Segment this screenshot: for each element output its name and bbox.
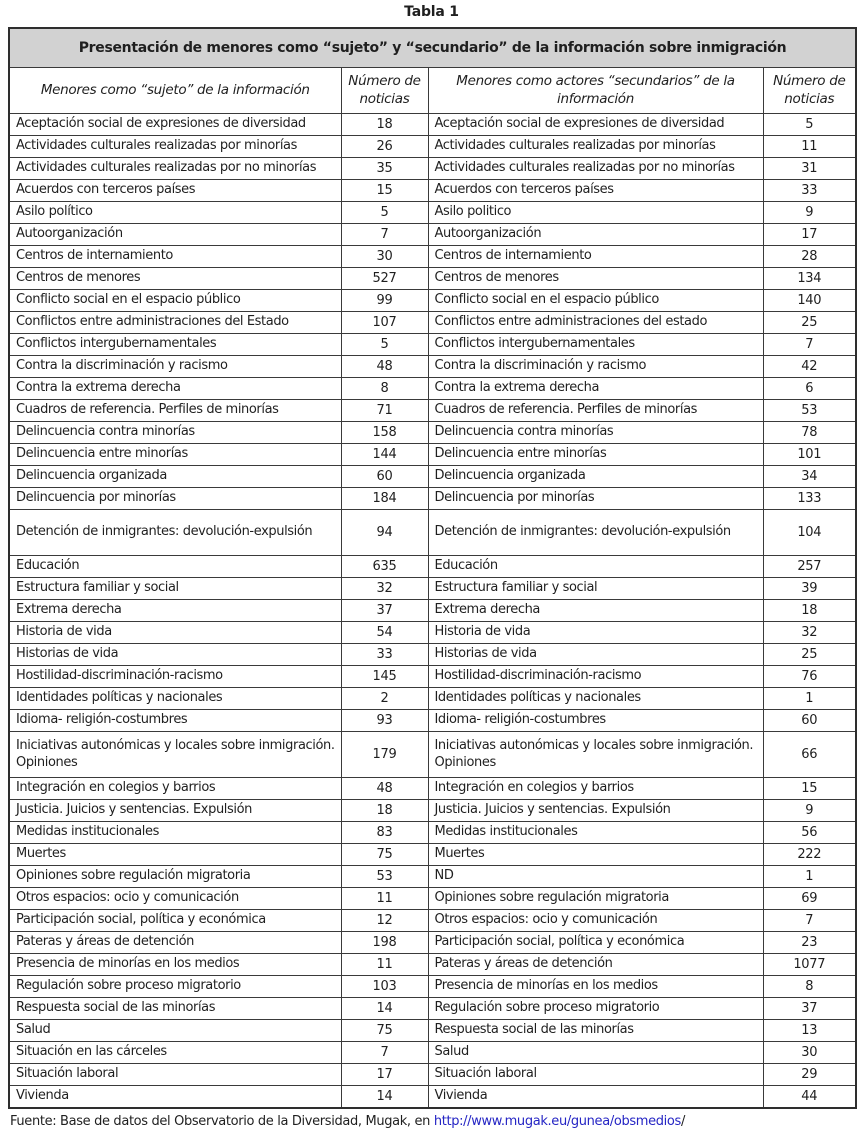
subject-count-cell: 26 bbox=[341, 136, 428, 158]
subject-topic-cell: Presencia de minorías en los medios bbox=[9, 954, 341, 976]
subject-count-cell: 18 bbox=[341, 114, 428, 136]
secondary-count-cell: 17 bbox=[763, 224, 856, 246]
secondary-count-cell: 9 bbox=[763, 800, 856, 822]
secondary-count-cell: 76 bbox=[763, 666, 856, 688]
secondary-count-cell: 7 bbox=[763, 910, 856, 932]
secondary-topic-cell: Extrema derecha bbox=[428, 600, 763, 622]
subject-topic-cell: Participación social, política y económica bbox=[9, 910, 341, 932]
table-row bbox=[9, 444, 856, 466]
table-title-row bbox=[9, 28, 856, 68]
table-row bbox=[9, 578, 856, 600]
subject-topic-cell: Historia de vida bbox=[9, 622, 341, 644]
secondary-count-cell: 7 bbox=[763, 334, 856, 356]
subject-topic-cell: Historias de vida bbox=[9, 644, 341, 666]
secondary-topic-cell: Centros de internamiento bbox=[428, 246, 763, 268]
secondary-count-cell: 222 bbox=[763, 844, 856, 866]
secondary-count-cell: 44 bbox=[763, 1086, 856, 1108]
table-row bbox=[9, 290, 856, 312]
secondary-topic-cell: Justicia. Juicios y sentencias. Expulsión bbox=[428, 800, 763, 822]
secondary-topic-cell: Integración en colegios y barrios bbox=[428, 778, 763, 800]
table-body bbox=[9, 114, 856, 1108]
subject-topic-cell: Otros espacios: ocio y comunicación bbox=[9, 888, 341, 910]
source-note bbox=[10, 1114, 863, 1129]
table-row bbox=[9, 822, 856, 844]
secondary-topic-cell: Conflicto social en el espacio público bbox=[428, 290, 763, 312]
subject-topic-cell: Conflictos entre administraciones del Estado bbox=[9, 312, 341, 334]
subject-count-cell: 8 bbox=[341, 378, 428, 400]
secondary-topic-cell: Detención de inmigrantes: devolución-expulsión bbox=[428, 510, 763, 556]
secondary-topic-cell: Historias de vida bbox=[428, 644, 763, 666]
secondary-count-cell: 32 bbox=[763, 622, 856, 644]
immigration-topics-table bbox=[8, 27, 857, 1109]
subject-count-cell: 15 bbox=[341, 180, 428, 202]
secondary-count-cell: 37 bbox=[763, 998, 856, 1020]
secondary-count-cell: 104 bbox=[763, 510, 856, 556]
table-row bbox=[9, 1086, 856, 1108]
subject-count-cell: 145 bbox=[341, 666, 428, 688]
secondary-topic-cell: Situación laboral bbox=[428, 1064, 763, 1086]
secondary-topic-cell: Respuesta social de las minorías bbox=[428, 1020, 763, 1042]
subject-topic-cell: Delincuencia organizada bbox=[9, 466, 341, 488]
subject-count-cell: 54 bbox=[341, 622, 428, 644]
secondary-topic-cell: Contra la discriminación y racismo bbox=[428, 356, 763, 378]
subject-count-cell: 53 bbox=[341, 866, 428, 888]
subject-count-cell: 18 bbox=[341, 800, 428, 822]
secondary-topic-cell: Acuerdos con terceros países bbox=[428, 180, 763, 202]
secondary-topic-cell: ND bbox=[428, 866, 763, 888]
table-row bbox=[9, 910, 856, 932]
subject-count-cell: 12 bbox=[341, 910, 428, 932]
secondary-count-cell: 134 bbox=[763, 268, 856, 290]
secondary-topic-cell: Iniciativas autonómicas y locales sobre inmigración. Opiniones bbox=[428, 732, 763, 778]
subject-topic-cell: Educación bbox=[9, 556, 341, 578]
subject-topic-cell: Pateras y áreas de detención bbox=[9, 932, 341, 954]
secondary-count-cell: 69 bbox=[763, 888, 856, 910]
secondary-count-cell: 23 bbox=[763, 932, 856, 954]
subject-topic-cell: Cuadros de referencia. Perfiles de minorías bbox=[9, 400, 341, 422]
subject-count-cell: 184 bbox=[341, 488, 428, 510]
secondary-topic-cell: Asilo politico bbox=[428, 202, 763, 224]
table-row bbox=[9, 998, 856, 1020]
secondary-count-cell: 25 bbox=[763, 312, 856, 334]
table-row bbox=[9, 488, 856, 510]
table-header-row bbox=[9, 68, 856, 114]
subject-count-cell: 99 bbox=[341, 290, 428, 312]
table-row bbox=[9, 954, 856, 976]
secondary-count-cell: 18 bbox=[763, 600, 856, 622]
subject-count-cell: 93 bbox=[341, 710, 428, 732]
subject-topic-cell: Delincuencia contra minorías bbox=[9, 422, 341, 444]
secondary-topic-cell: Delincuencia organizada bbox=[428, 466, 763, 488]
secondary-topic-cell: Delincuencia entre minorías bbox=[428, 444, 763, 466]
secondary-topic-cell: Autoorganización bbox=[428, 224, 763, 246]
subject-count-cell: 527 bbox=[341, 268, 428, 290]
table-row bbox=[9, 202, 856, 224]
subject-count-cell: 11 bbox=[341, 954, 428, 976]
subject-count-cell: 179 bbox=[341, 732, 428, 778]
subject-count-cell: 83 bbox=[341, 822, 428, 844]
subject-topic-cell: Centros de menores bbox=[9, 268, 341, 290]
table-row bbox=[9, 1020, 856, 1042]
subject-count-cell: 2 bbox=[341, 688, 428, 710]
subject-topic-cell: Situación en las cárceles bbox=[9, 1042, 341, 1064]
subject-count-cell: 32 bbox=[341, 578, 428, 600]
secondary-count-cell: 1 bbox=[763, 866, 856, 888]
table-row bbox=[9, 114, 856, 136]
table-row bbox=[9, 644, 856, 666]
secondary-count-cell: 11 bbox=[763, 136, 856, 158]
subject-topic-cell: Regulación sobre proceso migratorio bbox=[9, 976, 341, 998]
subject-count-cell: 48 bbox=[341, 356, 428, 378]
secondary-count-cell: 60 bbox=[763, 710, 856, 732]
secondary-count-cell: 30 bbox=[763, 1042, 856, 1064]
secondary-topic-cell: Muertes bbox=[428, 844, 763, 866]
secondary-topic-cell: Delincuencia por minorías bbox=[428, 488, 763, 510]
subject-topic-cell: Medidas institucionales bbox=[9, 822, 341, 844]
secondary-topic-cell: Actividades culturales realizadas por minorías bbox=[428, 136, 763, 158]
secondary-count-cell: 31 bbox=[763, 158, 856, 180]
secondary-count-cell: 15 bbox=[763, 778, 856, 800]
secondary-count-cell: 1077 bbox=[763, 954, 856, 976]
source-note-suffix: / bbox=[680, 1113, 685, 1129]
source-note-text: Fuente: Base de datos del Observatorio de la Diversidad, Mugak, en bbox=[10, 1113, 434, 1129]
subject-topic-cell: Respuesta social de las minorías bbox=[9, 998, 341, 1020]
subject-topic-cell: Estructura familiar y social bbox=[9, 578, 341, 600]
subject-topic-cell: Conflicto social en el espacio público bbox=[9, 290, 341, 312]
subject-topic-cell: Opiniones sobre regulación migratoria bbox=[9, 866, 341, 888]
table-row bbox=[9, 600, 856, 622]
table-row bbox=[9, 1042, 856, 1064]
table-row bbox=[9, 1064, 856, 1086]
secondary-topic-cell: Pateras y áreas de detención bbox=[428, 954, 763, 976]
subject-count-cell: 37 bbox=[341, 600, 428, 622]
secondary-topic-cell: Actividades culturales realizadas por no minorías bbox=[428, 158, 763, 180]
secondary-topic-cell: Centros de menores bbox=[428, 268, 763, 290]
subject-topic-cell: Acuerdos con terceros países bbox=[9, 180, 341, 202]
subject-count-cell: 5 bbox=[341, 202, 428, 224]
subject-count-cell: 33 bbox=[341, 644, 428, 666]
subject-topic-cell: Vivienda bbox=[9, 1086, 341, 1108]
table-row bbox=[9, 224, 856, 246]
table-title: Presentación de menores como “sujeto” y “secundario” de la información sobre inmigración bbox=[9, 28, 856, 68]
subject-topic-cell: Actividades culturales realizadas por no minorías bbox=[9, 158, 341, 180]
secondary-topic-cell: Opiniones sobre regulación migratoria bbox=[428, 888, 763, 910]
secondary-count-cell: 28 bbox=[763, 246, 856, 268]
subject-topic-cell: Contra la extrema derecha bbox=[9, 378, 341, 400]
table-row bbox=[9, 158, 856, 180]
table-row bbox=[9, 180, 856, 202]
table-row bbox=[9, 778, 856, 800]
subject-count-cell: 48 bbox=[341, 778, 428, 800]
secondary-topic-cell: Medidas institucionales bbox=[428, 822, 763, 844]
col-header-subject-count: Número de noticias bbox=[341, 68, 428, 114]
subject-count-cell: 5 bbox=[341, 334, 428, 356]
table-row bbox=[9, 422, 856, 444]
table-row bbox=[9, 976, 856, 998]
secondary-count-cell: 9 bbox=[763, 202, 856, 224]
table-row bbox=[9, 688, 856, 710]
secondary-topic-cell: Otros espacios: ocio y comunicación bbox=[428, 910, 763, 932]
table-row bbox=[9, 622, 856, 644]
secondary-count-cell: 133 bbox=[763, 488, 856, 510]
table-row bbox=[9, 334, 856, 356]
subject-count-cell: 144 bbox=[341, 444, 428, 466]
subject-count-cell: 7 bbox=[341, 224, 428, 246]
col-header-secondary: Menores como actores “secundarios” de la información bbox=[428, 68, 763, 114]
subject-topic-cell: Iniciativas autonómicas y locales sobre inmigración. Opiniones bbox=[9, 732, 341, 778]
subject-topic-cell: Muertes bbox=[9, 844, 341, 866]
secondary-count-cell: 101 bbox=[763, 444, 856, 466]
secondary-topic-cell: Estructura familiar y social bbox=[428, 578, 763, 600]
subject-count-cell: 94 bbox=[341, 510, 428, 556]
secondary-topic-cell: Idioma- religión-costumbres bbox=[428, 710, 763, 732]
secondary-count-cell: 56 bbox=[763, 822, 856, 844]
table-row bbox=[9, 710, 856, 732]
subject-topic-cell: Identidades políticas y nacionales bbox=[9, 688, 341, 710]
secondary-count-cell: 5 bbox=[763, 114, 856, 136]
subject-topic-cell: Asilo político bbox=[9, 202, 341, 224]
secondary-count-cell: 78 bbox=[763, 422, 856, 444]
secondary-count-cell: 53 bbox=[763, 400, 856, 422]
subject-topic-cell: Contra la discriminación y racismo bbox=[9, 356, 341, 378]
subject-count-cell: 7 bbox=[341, 1042, 428, 1064]
subject-topic-cell: Hostilidad-discriminación-racismo bbox=[9, 666, 341, 688]
col-header-secondary-count: Número de noticias bbox=[763, 68, 856, 114]
secondary-count-cell: 257 bbox=[763, 556, 856, 578]
table-row bbox=[9, 400, 856, 422]
subject-count-cell: 17 bbox=[341, 1064, 428, 1086]
subject-topic-cell: Extrema derecha bbox=[9, 600, 341, 622]
table-row bbox=[9, 136, 856, 158]
secondary-count-cell: 140 bbox=[763, 290, 856, 312]
subject-count-cell: 71 bbox=[341, 400, 428, 422]
col-header-subject: Menores como “sujeto” de la información bbox=[9, 68, 341, 114]
secondary-topic-cell: Historia de vida bbox=[428, 622, 763, 644]
secondary-count-cell: 42 bbox=[763, 356, 856, 378]
table-row bbox=[9, 268, 856, 290]
table-row bbox=[9, 466, 856, 488]
secondary-topic-cell: Delincuencia contra minorías bbox=[428, 422, 763, 444]
secondary-count-cell: 33 bbox=[763, 180, 856, 202]
table-row bbox=[9, 932, 856, 954]
secondary-topic-cell: Educación bbox=[428, 556, 763, 578]
subject-topic-cell: Actividades culturales realizadas por minorías bbox=[9, 136, 341, 158]
secondary-topic-cell: Regulación sobre proceso migratorio bbox=[428, 998, 763, 1020]
subject-count-cell: 11 bbox=[341, 888, 428, 910]
secondary-count-cell: 29 bbox=[763, 1064, 856, 1086]
subject-count-cell: 60 bbox=[341, 466, 428, 488]
secondary-topic-cell: Conflictos intergubernamentales bbox=[428, 334, 763, 356]
secondary-topic-cell: Aceptación social de expresiones de diversidad bbox=[428, 114, 763, 136]
secondary-count-cell: 8 bbox=[763, 976, 856, 998]
subject-topic-cell: Integración en colegios y barrios bbox=[9, 778, 341, 800]
secondary-count-cell: 25 bbox=[763, 644, 856, 666]
secondary-count-cell: 66 bbox=[763, 732, 856, 778]
subject-topic-cell: Delincuencia entre minorías bbox=[9, 444, 341, 466]
subject-count-cell: 635 bbox=[341, 556, 428, 578]
subject-topic-cell: Situación laboral bbox=[9, 1064, 341, 1086]
secondary-topic-cell: Conflictos entre administraciones del estado bbox=[428, 312, 763, 334]
table-row bbox=[9, 510, 856, 556]
page-title: Tabla 1 bbox=[404, 4, 459, 20]
subject-topic-cell: Detención de inmigrantes: devolución-expulsión bbox=[9, 510, 341, 556]
secondary-count-cell: 6 bbox=[763, 378, 856, 400]
subject-count-cell: 103 bbox=[341, 976, 428, 998]
subject-count-cell: 14 bbox=[341, 998, 428, 1020]
subject-topic-cell: Conflictos intergubernamentales bbox=[9, 334, 341, 356]
subject-count-cell: 30 bbox=[341, 246, 428, 268]
subject-count-cell: 107 bbox=[341, 312, 428, 334]
secondary-topic-cell: Hostilidad-discriminación-racismo bbox=[428, 666, 763, 688]
table-row bbox=[9, 378, 856, 400]
table-row bbox=[9, 844, 856, 866]
table-row bbox=[9, 888, 856, 910]
table-row bbox=[9, 246, 856, 268]
secondary-count-cell: 34 bbox=[763, 466, 856, 488]
subject-topic-cell: Autoorganización bbox=[9, 224, 341, 246]
subject-topic-cell: Delincuencia por minorías bbox=[9, 488, 341, 510]
secondary-topic-cell: Identidades políticas y nacionales bbox=[428, 688, 763, 710]
subject-count-cell: 75 bbox=[341, 1020, 428, 1042]
secondary-topic-cell: Salud bbox=[428, 1042, 763, 1064]
source-link[interactable]: http://www.mugak.eu/gunea/obsmedios bbox=[433, 1113, 681, 1129]
subject-count-cell: 158 bbox=[341, 422, 428, 444]
table-row bbox=[9, 732, 856, 778]
secondary-topic-cell: Participación social, política y económica bbox=[428, 932, 763, 954]
subject-topic-cell: Centros de internamiento bbox=[9, 246, 341, 268]
table-row bbox=[9, 666, 856, 688]
secondary-topic-cell: Presencia de minorías en los medios bbox=[428, 976, 763, 998]
table-row bbox=[9, 556, 856, 578]
secondary-count-cell: 1 bbox=[763, 688, 856, 710]
secondary-topic-cell: Cuadros de referencia. Perfiles de minorías bbox=[428, 400, 763, 422]
secondary-count-cell: 39 bbox=[763, 578, 856, 600]
subject-count-cell: 35 bbox=[341, 158, 428, 180]
subject-topic-cell: Salud bbox=[9, 1020, 341, 1042]
table-row bbox=[9, 866, 856, 888]
subject-topic-cell: Idioma- religión-costumbres bbox=[9, 710, 341, 732]
subject-topic-cell: Justicia. Juicios y sentencias. Expulsión bbox=[9, 800, 341, 822]
subject-count-cell: 75 bbox=[341, 844, 428, 866]
table-row bbox=[9, 800, 856, 822]
table-row bbox=[9, 312, 856, 334]
subject-count-cell: 198 bbox=[341, 932, 428, 954]
subject-topic-cell: Aceptación social de expresiones de diversidad bbox=[9, 114, 341, 136]
secondary-count-cell: 13 bbox=[763, 1020, 856, 1042]
subject-count-cell: 14 bbox=[341, 1086, 428, 1108]
table-row bbox=[9, 356, 856, 378]
secondary-topic-cell: Contra la extrema derecha bbox=[428, 378, 763, 400]
secondary-topic-cell: Vivienda bbox=[428, 1086, 763, 1108]
